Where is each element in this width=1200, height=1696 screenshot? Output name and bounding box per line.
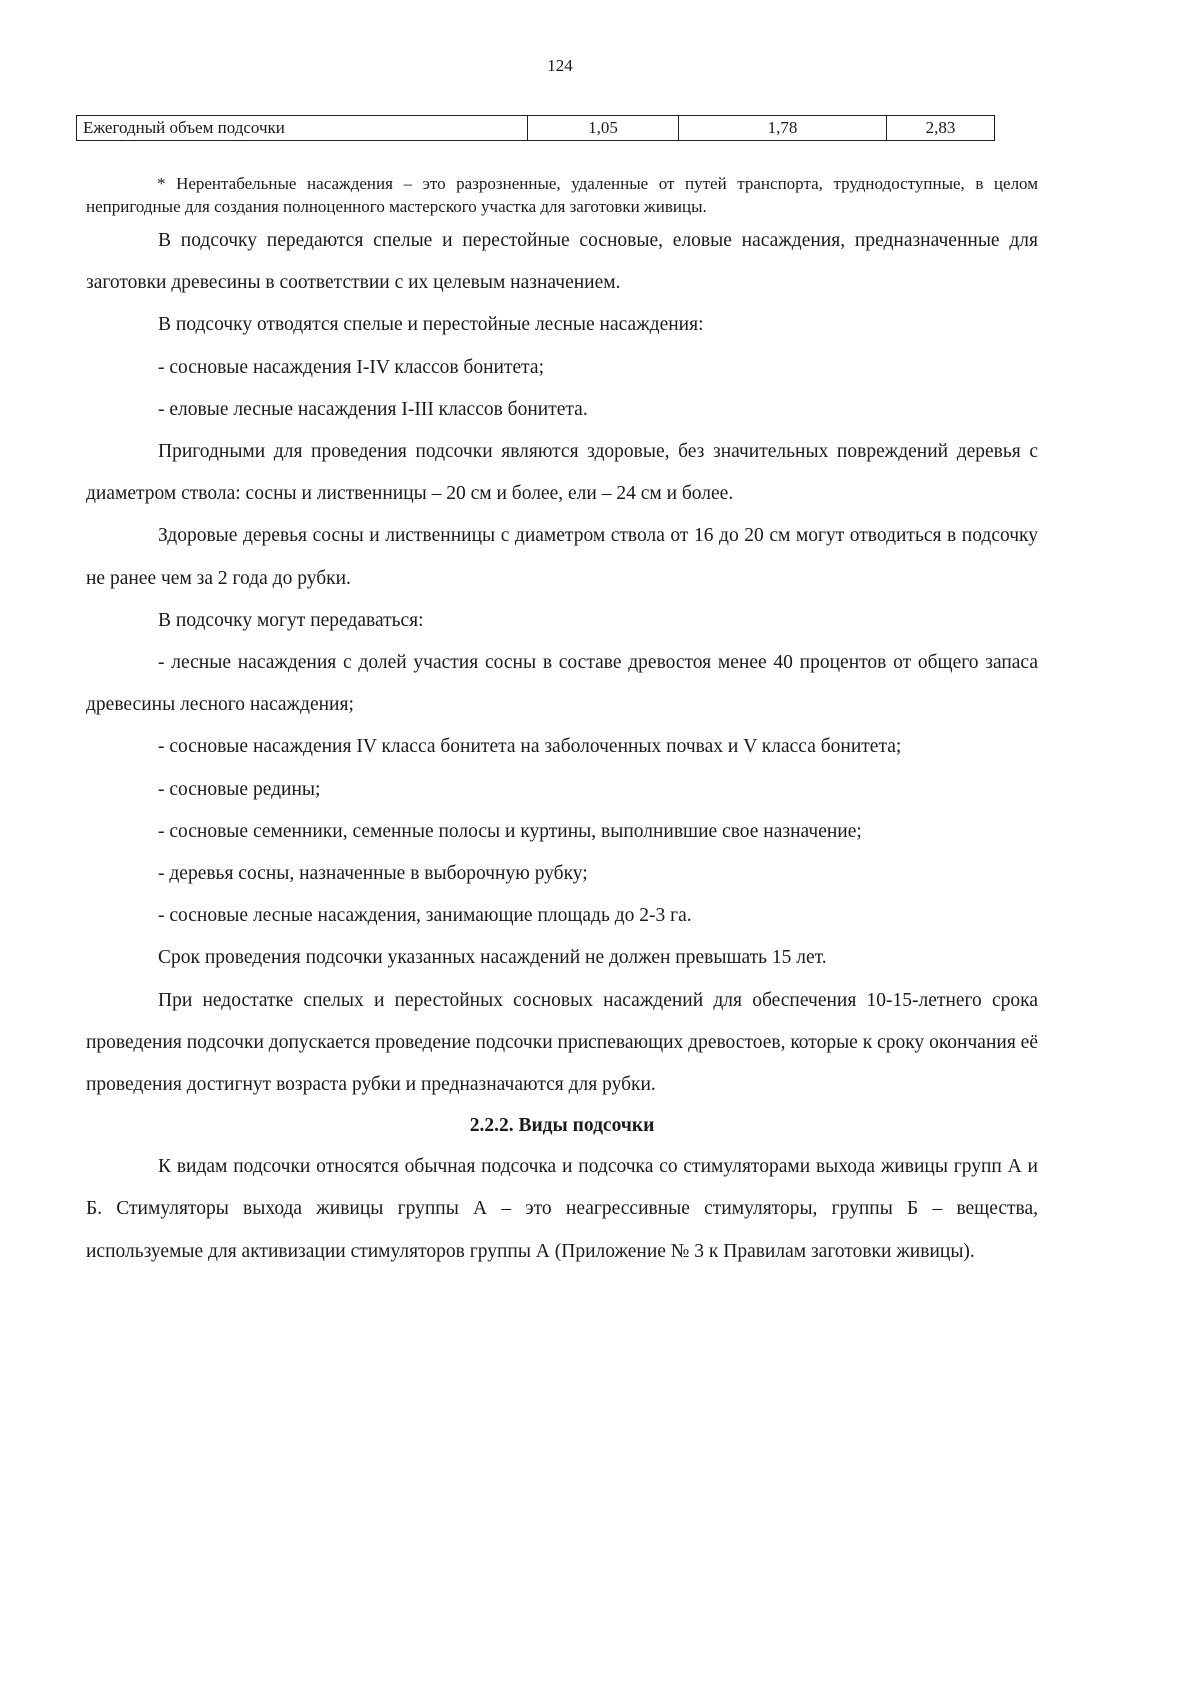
table-row — [77, 116, 995, 141]
list-item: - сосновые лесные насаждения, занимающие площадь до 2-3 га. — [158, 905, 692, 927]
table-row-label: Ежегодный объем подсочки — [77, 116, 528, 141]
table-cell-value-2: 1,78 — [679, 116, 887, 141]
list-item: - сосновые насаждения I-IV классов бонитета; — [158, 356, 544, 378]
list-item: - лесные насаждения с долей участия сосны в составе древостоя менее 40 процентов от общего запаса древесины лесного насаждения; — [86, 652, 1038, 716]
page-number: 124 — [547, 56, 573, 75]
paragraph: Срок проведения подсочки указанных насаждений не должен превышать 15 лет. — [158, 947, 827, 969]
table-cell-value-1: 1,05 — [528, 116, 679, 141]
list-item: - еловые лесные насаждения I-III классов бонитета. — [158, 398, 588, 420]
page-content — [86, 172, 1038, 1273]
paragraph: При недостатке спелых и перестойных сосновых насаждений для обеспечения 10-15-летнего срока проведения подсочки допускается проведение подсочки приспевающих древостоев, которые к сроку окончания её проведения достигнут возраста рубки и предназначаются для рубки. — [86, 989, 1038, 1096]
paragraph: Здоровые деревья сосны и лиственницы с диаметром ствола от 16 до 20 см могут отводиться в подсочку не ранее чем за 2 года до рубки. — [86, 525, 1038, 589]
list-item: - деревья сосны, назначенные в выборочную рубку; — [158, 863, 588, 885]
annual-volume-table — [76, 115, 995, 141]
list-item: - сосновые семенники, семенные полосы и куртины, выполнившие свое назначение; — [158, 820, 862, 842]
paragraph: В подсочку могут передаваться: — [158, 609, 424, 631]
section-heading: 2.2.2. Виды подсочки — [469, 1115, 655, 1137]
list-item: - сосновые редины; — [158, 778, 321, 800]
footnote: * Нерентабельные насаждения – это разрозненные, удаленные от путей транспорта, труднодоступные, в целом непригодные для создания полноценного мастерского участка для заготовки живицы. — [86, 174, 1038, 216]
list-item: - сосновые насаждения IV класса бонитета на заболоченных почвах и V класса бонитета; — [158, 736, 902, 758]
paragraph: В подсочку передаются спелые и перестойные сосновые, еловые насаждения, предназначенные для заготовки древесины в соответствии с их целевым назначением. — [86, 230, 1038, 294]
table-cell-value-3: 2,83 — [887, 116, 995, 141]
paragraph: В подсочку отводятся спелые и перестойные лесные насаждения: — [158, 314, 704, 336]
paragraph: К видам подсочки относятся обычная подсочка и подсочка со стимуляторами выхода живицы групп А и Б. Стимуляторы выхода живицы группы А – это неагрессивные стимуляторы, группы Б – вещества, используемые для активизации стимуляторов группы А (Приложение № 3 к Правилам заготовки живицы). — [86, 1156, 1038, 1262]
paragraph: Пригодными для проведения подсочки являются здоровые, без значительных повреждений деревья с диаметром ствола: сосны и лиственницы – 20 см и более, ели – 24 см и более. — [86, 441, 1038, 505]
